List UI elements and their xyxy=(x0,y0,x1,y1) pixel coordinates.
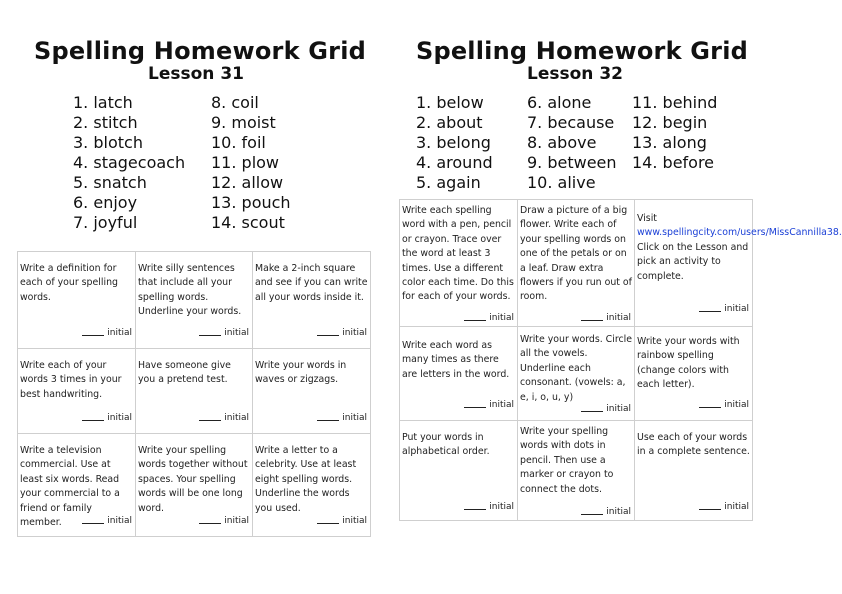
grid-cell xyxy=(400,421,518,521)
initial-line[interactable]: initial xyxy=(464,400,514,410)
initial-line[interactable]: initial xyxy=(82,516,132,526)
spelling-word: 3. belong xyxy=(416,133,491,152)
lesson32-subtitle: Lesson 32 xyxy=(527,64,623,84)
grid-cell xyxy=(253,349,371,434)
spelling-word: 12. begin xyxy=(632,113,708,132)
task-text: Write your spelling words together without spaces. Your spelling words will be one long word. xyxy=(138,445,248,514)
initial-line[interactable]: initial xyxy=(199,328,249,338)
initial-line[interactable]: initial xyxy=(581,404,631,414)
initial-line[interactable]: initial xyxy=(317,413,367,423)
spelling-word: 7. joyful xyxy=(73,213,138,232)
grid-cell xyxy=(18,252,136,349)
spellingcity-link[interactable]: www.spellingcity.com/users/MissCannilla38. xyxy=(637,227,842,239)
lesson31-homework-grid xyxy=(17,251,371,537)
task-text: Put your words in alphabetical order. xyxy=(402,432,490,458)
spelling-word: 10. foil xyxy=(211,133,266,152)
spelling-word: 13. pouch xyxy=(211,193,291,212)
spelling-word: 1. below xyxy=(416,93,484,112)
lesson31-subtitle: Lesson 31 xyxy=(148,64,244,84)
initial-line[interactable]: initial xyxy=(464,502,514,512)
initial-line[interactable]: initial xyxy=(699,304,749,314)
task-text: Draw a picture of a big flower. Write each of your spelling words on one of the petals or on a leaf. Draw extra flowers if you run out of room. xyxy=(520,205,632,303)
spelling-word: 11. plow xyxy=(211,153,280,172)
initial-line[interactable]: initial xyxy=(581,507,631,517)
grid-cell xyxy=(518,200,635,327)
initial-line[interactable]: initial xyxy=(464,313,514,323)
grid-cell xyxy=(18,434,136,537)
grid-cell xyxy=(518,421,635,521)
task-text: Write a letter to a celebrity. Use at least eight spelling words. Underline the words you used. xyxy=(255,445,357,514)
spelling-word: 10. alive xyxy=(527,173,596,192)
spelling-word: 13. along xyxy=(632,133,707,152)
grid-cell xyxy=(136,252,253,349)
task-text: Use each of your words in a complete sentence. xyxy=(637,432,750,458)
grid-cell xyxy=(253,252,371,349)
task-text: Write silly sentences that include all your spelling words. Underline your words. xyxy=(138,263,242,318)
grid-cell xyxy=(635,421,753,521)
spelling-word: 12. allow xyxy=(211,173,284,192)
spelling-word: 4. stagecoach xyxy=(73,153,186,172)
spelling-word: 14. before xyxy=(632,153,715,172)
initial-line[interactable]: initial xyxy=(317,516,367,526)
initial-line[interactable]: initial xyxy=(699,502,749,512)
grid-cell xyxy=(635,200,842,327)
spelling-word: 5. snatch xyxy=(73,173,147,192)
spelling-word: 11. behind xyxy=(632,93,718,112)
grid-cell xyxy=(400,200,518,327)
grid-cell xyxy=(253,434,371,537)
task-text: Have someone give you a pretend test. xyxy=(138,360,231,386)
task-text xyxy=(637,212,842,284)
grid-cell xyxy=(136,434,253,537)
grid-cell xyxy=(18,349,136,434)
spelling-word: 1. latch xyxy=(73,93,133,112)
spelling-word: 4. around xyxy=(416,153,493,172)
spelling-word: 3. blotch xyxy=(73,133,143,152)
initial-line[interactable]: initial xyxy=(82,328,132,338)
lesson32-word-list-3 xyxy=(632,93,717,173)
task-text: Write your words with rainbow spelling (change colors with each letter). xyxy=(637,336,740,391)
task-text: Write each of your words 3 times in your best handwriting. xyxy=(20,360,122,400)
task-text: Write your words. Circle all the vowels. Underline each consonant. (vowels: a, e, i, o, u, y) xyxy=(520,334,633,403)
lesson32-title: Spelling Homework Grid xyxy=(415,37,749,65)
initial-line[interactable]: initial xyxy=(699,400,749,410)
task-text: Write your spelling words with dots in pencil. Then use a marker or crayon to connect the dots. xyxy=(520,426,614,495)
task-text: Write each word as many times as there are letters in the word. xyxy=(402,340,510,380)
initial-line[interactable]: initial xyxy=(82,413,132,423)
spelling-word: 6. alone xyxy=(527,93,592,112)
lesson32-word-list-2 xyxy=(527,93,617,193)
grid-cell xyxy=(136,349,253,434)
spelling-word: 2. stitch xyxy=(73,113,138,132)
grid-cell xyxy=(635,327,753,421)
spelling-word: 9. between xyxy=(527,153,617,172)
spelling-word: 14. scout xyxy=(211,213,285,232)
visit-text: Visit xyxy=(637,213,657,224)
initial-line[interactable]: initial xyxy=(581,313,631,323)
spelling-word: 6. enjoy xyxy=(73,193,138,212)
visit-instructions: Click on the Lesson and pick an activity to complete. xyxy=(637,241,749,282)
spelling-word: 2. about xyxy=(416,113,483,132)
grid-cell xyxy=(400,327,518,421)
task-text: Write your words in waves or zigzags. xyxy=(255,360,347,386)
spelling-word: 9. moist xyxy=(211,113,276,132)
spelling-word: 7. because xyxy=(527,113,615,132)
task-text: Write each spelling word with a pen, pencil or crayon. Trace over the word at least 3 times. Use a different color each time. Do this for each of your words. xyxy=(402,205,514,303)
initial-line[interactable]: initial xyxy=(199,413,249,423)
task-text: Write a definition for each of your spelling words. xyxy=(20,263,118,303)
lesson31-word-list-2 xyxy=(211,93,291,233)
grid-cell xyxy=(518,327,635,421)
lesson32-homework-grid xyxy=(399,199,842,521)
lesson32-word-list-1 xyxy=(416,93,493,193)
task-text: Write a television commercial. Use at least six words. Read your commercial to a friend or family member. xyxy=(20,445,120,529)
spelling-word: 8. above xyxy=(527,133,597,152)
lesson31-word-list-1 xyxy=(73,93,185,233)
spelling-word: 5. again xyxy=(416,173,481,192)
lesson31-panel xyxy=(0,0,384,594)
lesson32-panel xyxy=(384,0,842,594)
initial-line[interactable]: initial xyxy=(199,516,249,526)
task-text: Make a 2-inch square and see if you can write all your words inside it. xyxy=(255,263,368,303)
initial-line[interactable]: initial xyxy=(317,328,367,338)
lesson31-title: Spelling Homework Grid xyxy=(33,37,367,65)
spelling-word: 8. coil xyxy=(211,93,259,112)
